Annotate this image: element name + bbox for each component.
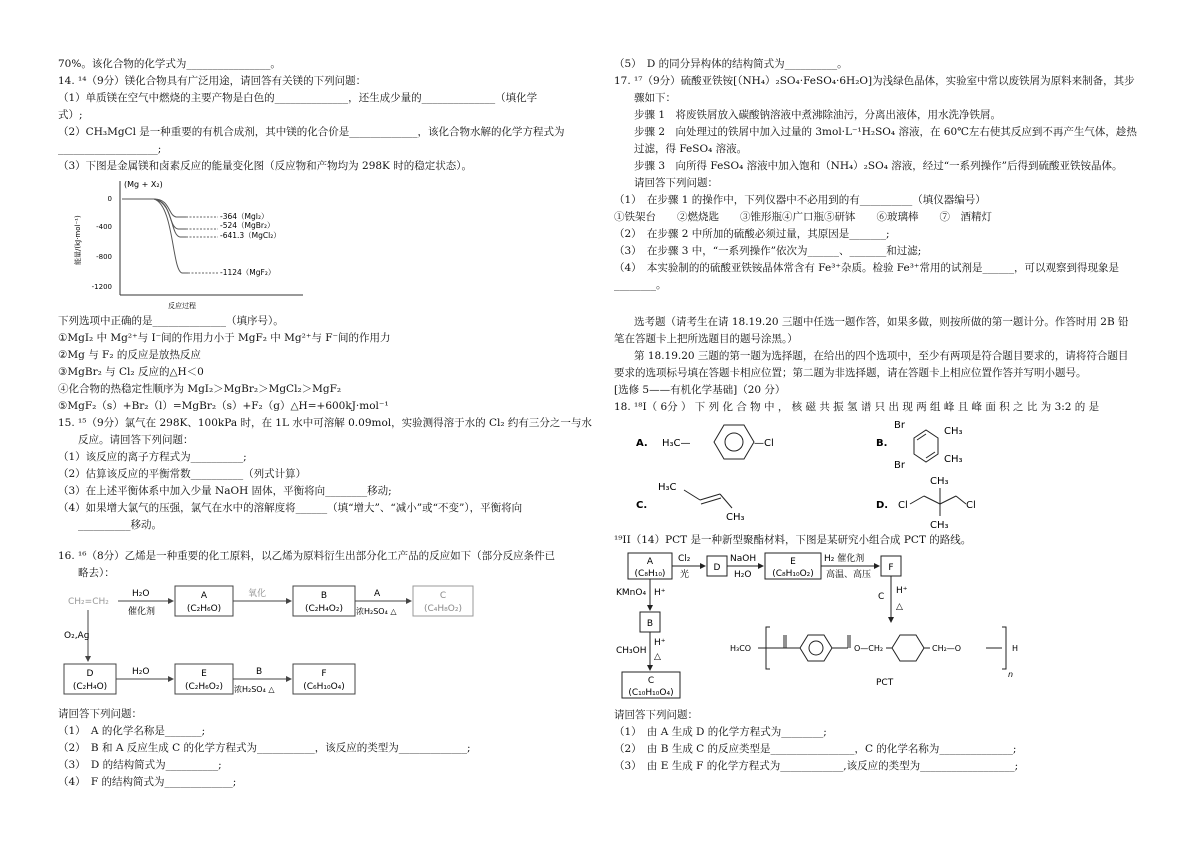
text-line: 请回答下列问题： xyxy=(58,708,142,720)
option-a-label: A. xyxy=(636,438,648,449)
energy-diagram-svg xyxy=(58,175,318,313)
level-label: -641.3（MgCl₂） xyxy=(220,231,281,240)
tick-label: -400 xyxy=(96,223,112,231)
bracket-right xyxy=(1002,627,1006,669)
reagent-label: H⁺ xyxy=(654,588,666,598)
ethylene-scheme xyxy=(58,582,594,706)
arrowhead xyxy=(85,656,91,662)
formula-label: (C₂H₄O₂) xyxy=(305,604,343,614)
text-line: 略去）： xyxy=(78,567,115,579)
aromatic-circle xyxy=(809,641,823,655)
formula-label: (C₈H₁₀) xyxy=(634,569,666,579)
bond xyxy=(910,496,924,504)
text-line: （4） 本实验制的的硫酸亚铁铵晶体常含有 Fe³⁺杂质。检验 Fe³⁺常用的试剂是______，可以观察到得现象是 xyxy=(614,262,1119,274)
text-line: （3）在上述平衡体系中加入少量 NaOH 固体，平衡将向________移动; xyxy=(58,485,392,497)
text-line: （2） 由 B 生成 C 的反应类型是________________，C 的化学名称为______________; xyxy=(614,743,1017,755)
arrowhead xyxy=(647,665,653,671)
repeat-index: n xyxy=(1008,670,1014,679)
pct-label: PCT xyxy=(876,678,894,688)
substituent: Br xyxy=(894,420,905,431)
level-label: -1124（MgF₂） xyxy=(220,268,276,277)
text-line: __________移动。 xyxy=(78,519,162,531)
compound-label: F xyxy=(321,669,327,679)
reagent-label: H₂O xyxy=(132,589,150,599)
text-line: ________。 xyxy=(614,279,667,291)
substituent: H₃C xyxy=(658,482,677,493)
substituent: CH₃ xyxy=(944,426,963,437)
cyclohexane-ring xyxy=(892,635,924,661)
text-line: 请回答下列问题： xyxy=(614,709,698,721)
arrowhead xyxy=(888,617,894,623)
bond xyxy=(924,496,940,504)
step-2: 步骤 2 向处理过的铁屑中加入过量的 3mol·L⁻¹H₂SO₄ 溶液，在 60℃左右使其反应到不再产生气体，趁热 xyxy=(634,126,1137,138)
tick-label: -800 xyxy=(96,253,112,261)
substituent: Br xyxy=(894,460,905,471)
step-2-cont: 过滤，得 FeSO₄ 溶液。 xyxy=(634,143,748,155)
substituent: —Cl xyxy=(754,438,774,449)
text-line: 请回答下列问题： xyxy=(634,177,718,189)
tick-label: -1200 xyxy=(91,283,112,291)
ethylene-scheme-svg xyxy=(58,582,478,706)
text-line: （1） 在步骤 1 的操作中，下列仪器中不必用到的有__________（填仪器编号） xyxy=(614,194,986,206)
ring xyxy=(914,430,938,462)
text-line: （2）估算该反应的平衡常数__________（列式计算） xyxy=(58,468,307,480)
text-line: （1） A 的化学名称是_______; xyxy=(58,725,206,737)
text-line: （1） 由 A 生成 D 的化学方程式为________; xyxy=(614,726,827,738)
reagent-label: H⁺ xyxy=(654,638,666,648)
compound-label: C xyxy=(439,591,447,601)
compound-label: D xyxy=(86,669,94,679)
y-axis-label: 能量/(kJ·mol⁻¹) xyxy=(74,215,82,265)
pct-scheme xyxy=(614,549,1144,707)
compound-label: C xyxy=(647,676,655,686)
formula-label: (C₆H₁₀O₄) xyxy=(303,682,345,692)
formula-label: (C₄H₈O₂) xyxy=(424,604,462,614)
text-line: 70%。该化合物的化学式为________________。 xyxy=(58,58,281,70)
compound-label: F xyxy=(888,563,894,573)
arrowhead xyxy=(286,676,292,682)
pct-linker: O—CH₂ xyxy=(854,644,884,653)
text-line: 反应。请回答下列问题： xyxy=(78,434,194,446)
text-line: 式）; xyxy=(58,109,83,121)
reagent-label: KMnO₄ xyxy=(616,588,647,598)
compound-label: D xyxy=(713,563,721,573)
substituent: H₃C— xyxy=(662,438,691,449)
formula-label: (C₂H₆O) xyxy=(186,604,222,614)
substituent: CH₃ xyxy=(930,476,949,487)
option-1: ①MgI₂ 中 Mg²⁺与 I⁻间的作用力小于 MgF₂ 中 Mg²⁺与 F⁻间的作用力 xyxy=(58,332,391,344)
formula-label: (C₁₀H₁₀O₄) xyxy=(628,688,674,698)
substituent: Cl xyxy=(898,500,908,511)
aromatic-circle xyxy=(725,433,743,451)
reagent-label: 高温、高压 xyxy=(826,570,872,580)
arrowhead xyxy=(647,605,653,611)
text-line: （1）单质镁在空气中燃烧的主要产物是白色的______________，还生成少量的______________（填化学 xyxy=(58,92,538,104)
elective-note: 要求的选项标号填在答题卡相应位置；第二题为非选择题，请在答题卡上相应位置作答并写明小题号。 xyxy=(614,367,1087,379)
text-line: ___________________; xyxy=(58,143,162,155)
arrowhead xyxy=(700,563,706,569)
reagent-label: 催化剂 xyxy=(128,607,156,617)
reactant-label: (Mg + X₂) xyxy=(124,180,163,189)
pct-linker: CH₂—O xyxy=(932,644,962,653)
reagent-label: 氧化 xyxy=(248,589,267,599)
energy-diagram xyxy=(58,175,594,313)
arrowhead xyxy=(168,676,174,682)
reagent-label: Cl₂ xyxy=(678,554,691,564)
reagent-label: NaOH xyxy=(730,554,757,564)
compound-label: B xyxy=(320,591,328,601)
compound-label: A xyxy=(200,591,208,601)
reagent-label: H₂O xyxy=(734,570,752,580)
option-c-label: C. xyxy=(636,500,648,511)
formula-label: (C₈H₁₀O₂) xyxy=(772,569,814,579)
compound-label: E xyxy=(201,669,207,679)
text-line: （3） 由 E 生成 F 的化学方程式为____________,该反应的类型为__________________; xyxy=(614,760,1019,772)
reagent-label: △ xyxy=(654,652,661,662)
right-column xyxy=(614,56,1144,775)
option-5: ⑤MgF₂（s）+Br₂（l）=MgBr₂（s）+F₂（g）△H=+600kJ·mol⁻¹ xyxy=(58,400,389,412)
elective-note: 笔在答题卡上把所选题目的题号涂黑。） xyxy=(614,333,798,345)
bond xyxy=(684,490,700,500)
text-line: （4） F 的结构简式为_____________; xyxy=(58,776,237,788)
arrowhead xyxy=(168,598,174,604)
reagent-label: H₂O xyxy=(132,667,150,677)
reagent-label: C xyxy=(878,592,885,602)
question-14-heading: 14. ¹⁴（9分）镁化合物具有广泛用途，请回答有关镁的下列问题： xyxy=(58,75,367,87)
substituent: CH₃ xyxy=(930,520,949,531)
step-1: 步骤 1 将废铁屑放入碳酸钠溶液中煮沸除油污，分离出液体，用水洗净铁屑。 xyxy=(634,109,1002,121)
reagent-label: 浓H₂SO₄ △ xyxy=(356,607,397,616)
option-2: ②Mg 与 F₂ 的反应是放热反应 xyxy=(58,349,201,361)
elective-title: [选修 5——有机化学基础]（20 分） xyxy=(614,384,786,396)
elective-note: 选考题（请考生在请 18.19.20 三题中任选一题作答，如果多做，则按所做的第一题计分。作答时用 2B 铅 xyxy=(634,316,1129,328)
question-18-heading: 18. ¹⁸I（ 6分 ） 下 列 化 合 物 中 ， 核 磁 共 振 氢 谱 只 出 现 两 组 峰 且 峰 面 积 之 比 为 3:2 的 是 xyxy=(614,401,1100,413)
text-line: （4）如果增大氯气的压强，氯气在水中的溶解度将______（填“增大”、“减小”或“不变”），平衡将向 xyxy=(58,502,523,514)
text-line: （1）该反应的离子方程式为__________; xyxy=(58,451,247,463)
bond xyxy=(956,496,966,504)
benzene-ring xyxy=(714,425,754,459)
curve-mgf2 xyxy=(154,199,188,273)
reagent-label: A xyxy=(374,589,381,599)
question-15-heading: 15. ¹⁵（9分）氯气在 298K、100kPa 时，在 1L 水中可溶解 0.09mol，实验测得溶于水的 Cl₂ 约有三分之一与水 xyxy=(58,417,592,429)
text-line: （3） D 的结构简式为__________; xyxy=(58,759,222,771)
option-d-label: D. xyxy=(876,500,889,511)
arrowhead xyxy=(286,598,292,604)
left-column xyxy=(58,56,594,791)
instrument-options: ①铁架台 ②燃烧匙 ③锥形瓶④广口瓶⑤研钵 ⑥玻璃棒 ⑦ 酒精灯 xyxy=(614,211,992,223)
arrowhead xyxy=(406,598,412,604)
reagent-label: B xyxy=(256,667,263,677)
pct-end-group: H₃CO xyxy=(730,644,752,653)
substituent: CH₃ xyxy=(726,512,745,523)
benzene-ring xyxy=(800,635,832,661)
formula-label: (C₂H₆O₂) xyxy=(185,682,223,692)
pct-end-group: H xyxy=(1012,644,1019,653)
substituent: CH₃ xyxy=(944,454,963,465)
level-label: -364（MgI₂） xyxy=(220,212,269,221)
substituent: Cl xyxy=(966,500,976,511)
elective-note: 第 18.19.20 三题的第一题为选择题，在给出的四个选项中，至少有两项是符合题目要求的，请将符合题目 xyxy=(634,350,1129,362)
curve-mgbr2 xyxy=(154,199,186,229)
level-label: -524（MgBr₂） xyxy=(220,221,275,230)
reagent-label: CH₃OH xyxy=(616,646,647,656)
reagent-label: H⁺ xyxy=(896,586,908,596)
text-line: （2）CH₃MgCl 是一种重要的有机合成剂，其中镁的化合价是_____________，该化合物水解的化学方程式为 xyxy=(58,126,565,138)
tick-label: 0 xyxy=(107,195,112,203)
q18-structures xyxy=(614,416,1144,532)
ethylene-label: CH₂=CH₂ xyxy=(68,597,109,607)
option-b-label: B. xyxy=(876,438,888,449)
q18-structures-svg xyxy=(614,416,1144,532)
question-17-heading: 17. ¹⁷（9分）硫酸亚铁铵[（NH₄）₂SO₄·FeSO₄·6H₂O]为浅绿色晶体，实验室中常以废铁屑为原料来制备，其步 xyxy=(614,75,1135,87)
formula-label: (C₂H₄O) xyxy=(72,682,108,692)
reagent-label: H₂ 催化剂 xyxy=(824,554,865,564)
bond xyxy=(720,494,732,508)
reagent-label: 光 xyxy=(680,570,690,580)
reagent-label: 浓H₂SO₄ △ xyxy=(234,685,275,694)
x-axis-label: 反应过程 xyxy=(168,302,196,310)
arrowhead xyxy=(758,563,764,569)
text-line: （2） 在步骤 2 中所加的硫酸必须过量，其原因是_______; xyxy=(614,228,890,240)
pct-scheme-svg xyxy=(614,549,1044,707)
arrowhead xyxy=(874,563,880,569)
text-line: （3）下图是金属镁和卤素反应的能量变化图（反应物和产物均为 298K 时的稳定状态）。 xyxy=(58,160,472,172)
option-4: ④化合物的热稳定性顺序为 MgI₂＞MgBr₂＞MgCl₂＞MgF₂ xyxy=(58,383,342,395)
text-line: （3） 在步骤 3 中，“一系列操作”依次为______、_______和过滤; xyxy=(614,245,922,257)
option-3: ③MgBr₂ 与 Cl₂ 反应的△H＜0 xyxy=(58,366,204,378)
reagent-label: O₂,Ag xyxy=(64,631,90,641)
curve-mgi2 xyxy=(122,199,186,217)
text-line: 下列选项中正确的是______________（填序号）。 xyxy=(58,315,284,327)
step-3: 步骤 3 向所得 FeSO₄ 溶液中加入饱和（NH₄）₂SO₄ 溶液，经过“一系列操作”后得到硫酸亚铁铵晶体。 xyxy=(634,160,1123,172)
bond xyxy=(940,496,956,504)
compound-label: A xyxy=(646,557,654,567)
question-19-heading: ¹⁹II（14）PCT 是一种新型聚酯材料，下图是某研究小组合成 PCT 的路线。 xyxy=(614,534,972,546)
compound-label: E xyxy=(790,557,796,567)
compound-label: B xyxy=(646,619,654,629)
question-16-heading: 16. ¹⁶（8分）乙烯是一种重要的化工原料，以乙烯为原料衍生出部分化工产品的反应如下（部分反应条件已 xyxy=(58,550,556,562)
text-line: （2） B 和 A 反应生成 C 的化学方程式为___________，该反应的类型为_____________; xyxy=(58,742,471,754)
reagent-label: △ xyxy=(896,602,903,612)
text-line: （5） D 的同分异构体的结构简式为__________。 xyxy=(614,58,848,70)
text-line: 骤如下： xyxy=(634,92,676,104)
